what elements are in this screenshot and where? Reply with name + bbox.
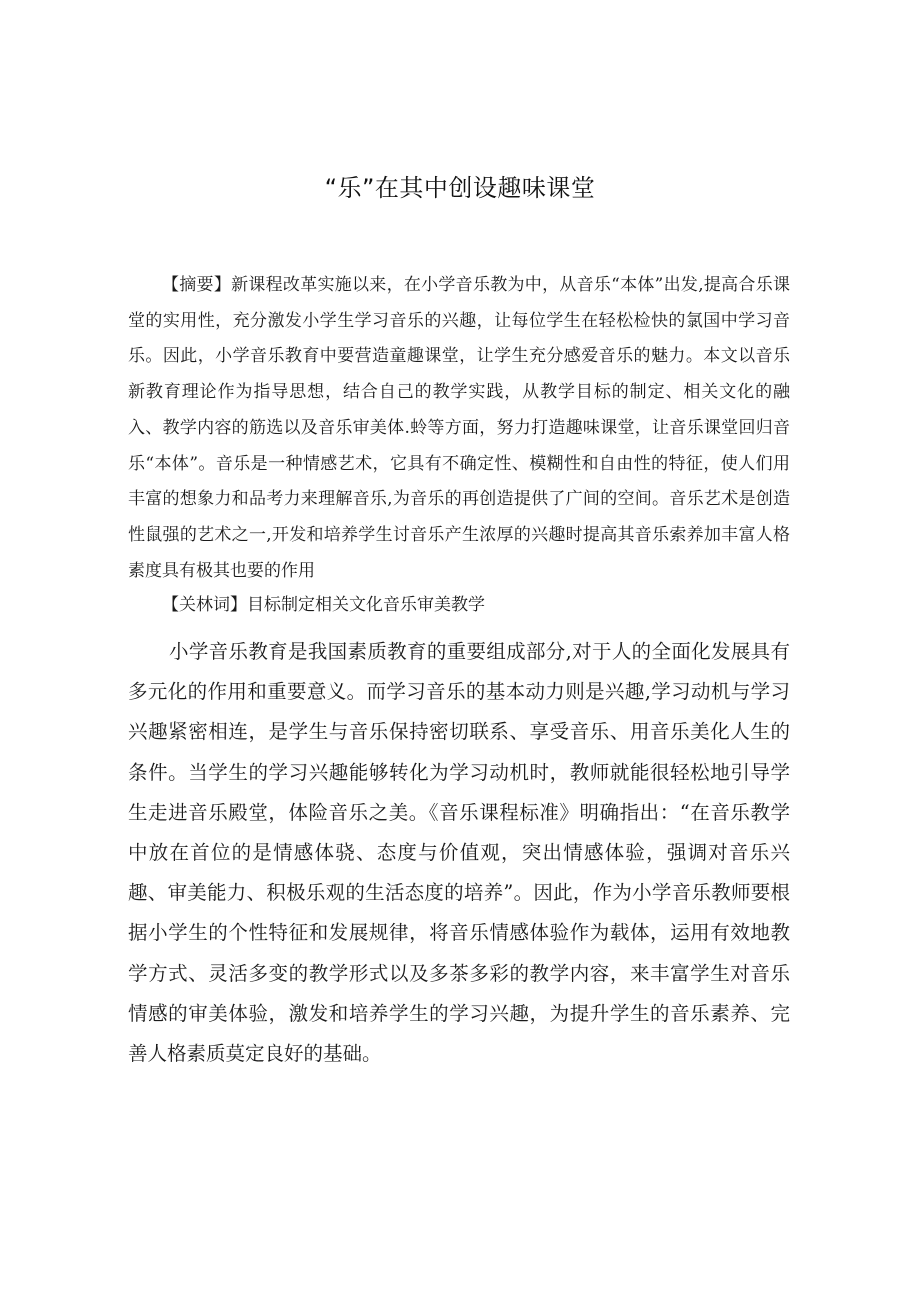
- document-title: “乐”在其中创设趣味课堂: [324, 174, 596, 202]
- keywords-line: 【关林词】目标制定相关文化音乐审美教学: [162, 595, 485, 615]
- abstract-paragraph: 【摘要】新课程改革实施以来，在小学音乐教为中，从音乐“本体”出发,提高合乐课堂的实用性，充分激发小学生学习音乐的兴趣，让每位学生在轻松检快的氯国中学习音乐。因此，小学音乐教育中要营造童趣课堂，让学生充分感爱音乐的魅力。本文以音乐新教育理论作为指导思想，结合自己的教学实践，从教学目标的制定、相关文化的融入、教学内容的筋选以及音乐审美体.蛉等方面，努力打造趣味课堂，让音乐课堂回归音乐“本体”。音乐是一种情感艺术，它具有不确定性、模糊性和自由性的特征，使人们用丰富的想象力和品考力来理解音乐,为音乐的再创造提供了广间的空间。音乐艺术是创造性鼠强的艺术之一,开发和培养学生讨音乐产生浓厚的兴趣时提高其音乐索养加丰富人格素度具有极其也要的作用: [128, 275, 790, 581]
- body-paragraph: 小学音乐教育是我国素质教育的重要组成部分,对于人的全面化发展具有多元化的作用和重要意义。而学习音乐的基本动力则是兴趣,学习动机与学习兴趣紧密相连，是学生与音乐保持密切联系、享受音乐、用音乐美化人生的条件。当学生的学习兴趣能够转化为学习动机时，教师就能很轻松地引导学生走进音乐殿堂，体险音乐之美。《音乐课程标准》明确指出：“在音乐教学中放在首位的是情感体骁、态度与价值观，突出情感体验，强调对音乐兴趣、审美能力、积极乐观的生活态度的培养”。因此，作为小学音乐教师要根据小学生的个性特征和发展规律，将音乐情感体验作为载体，运用有效地教学方式、灵活多变的教学形式以及多茶多彩的教学内容，来丰富学生对音乐情感的审美体验，激发和培养学生的学习兴趣，为提升学生的音乐素养、完善人格素质莫定良好的基础。: [128, 640, 790, 1066]
